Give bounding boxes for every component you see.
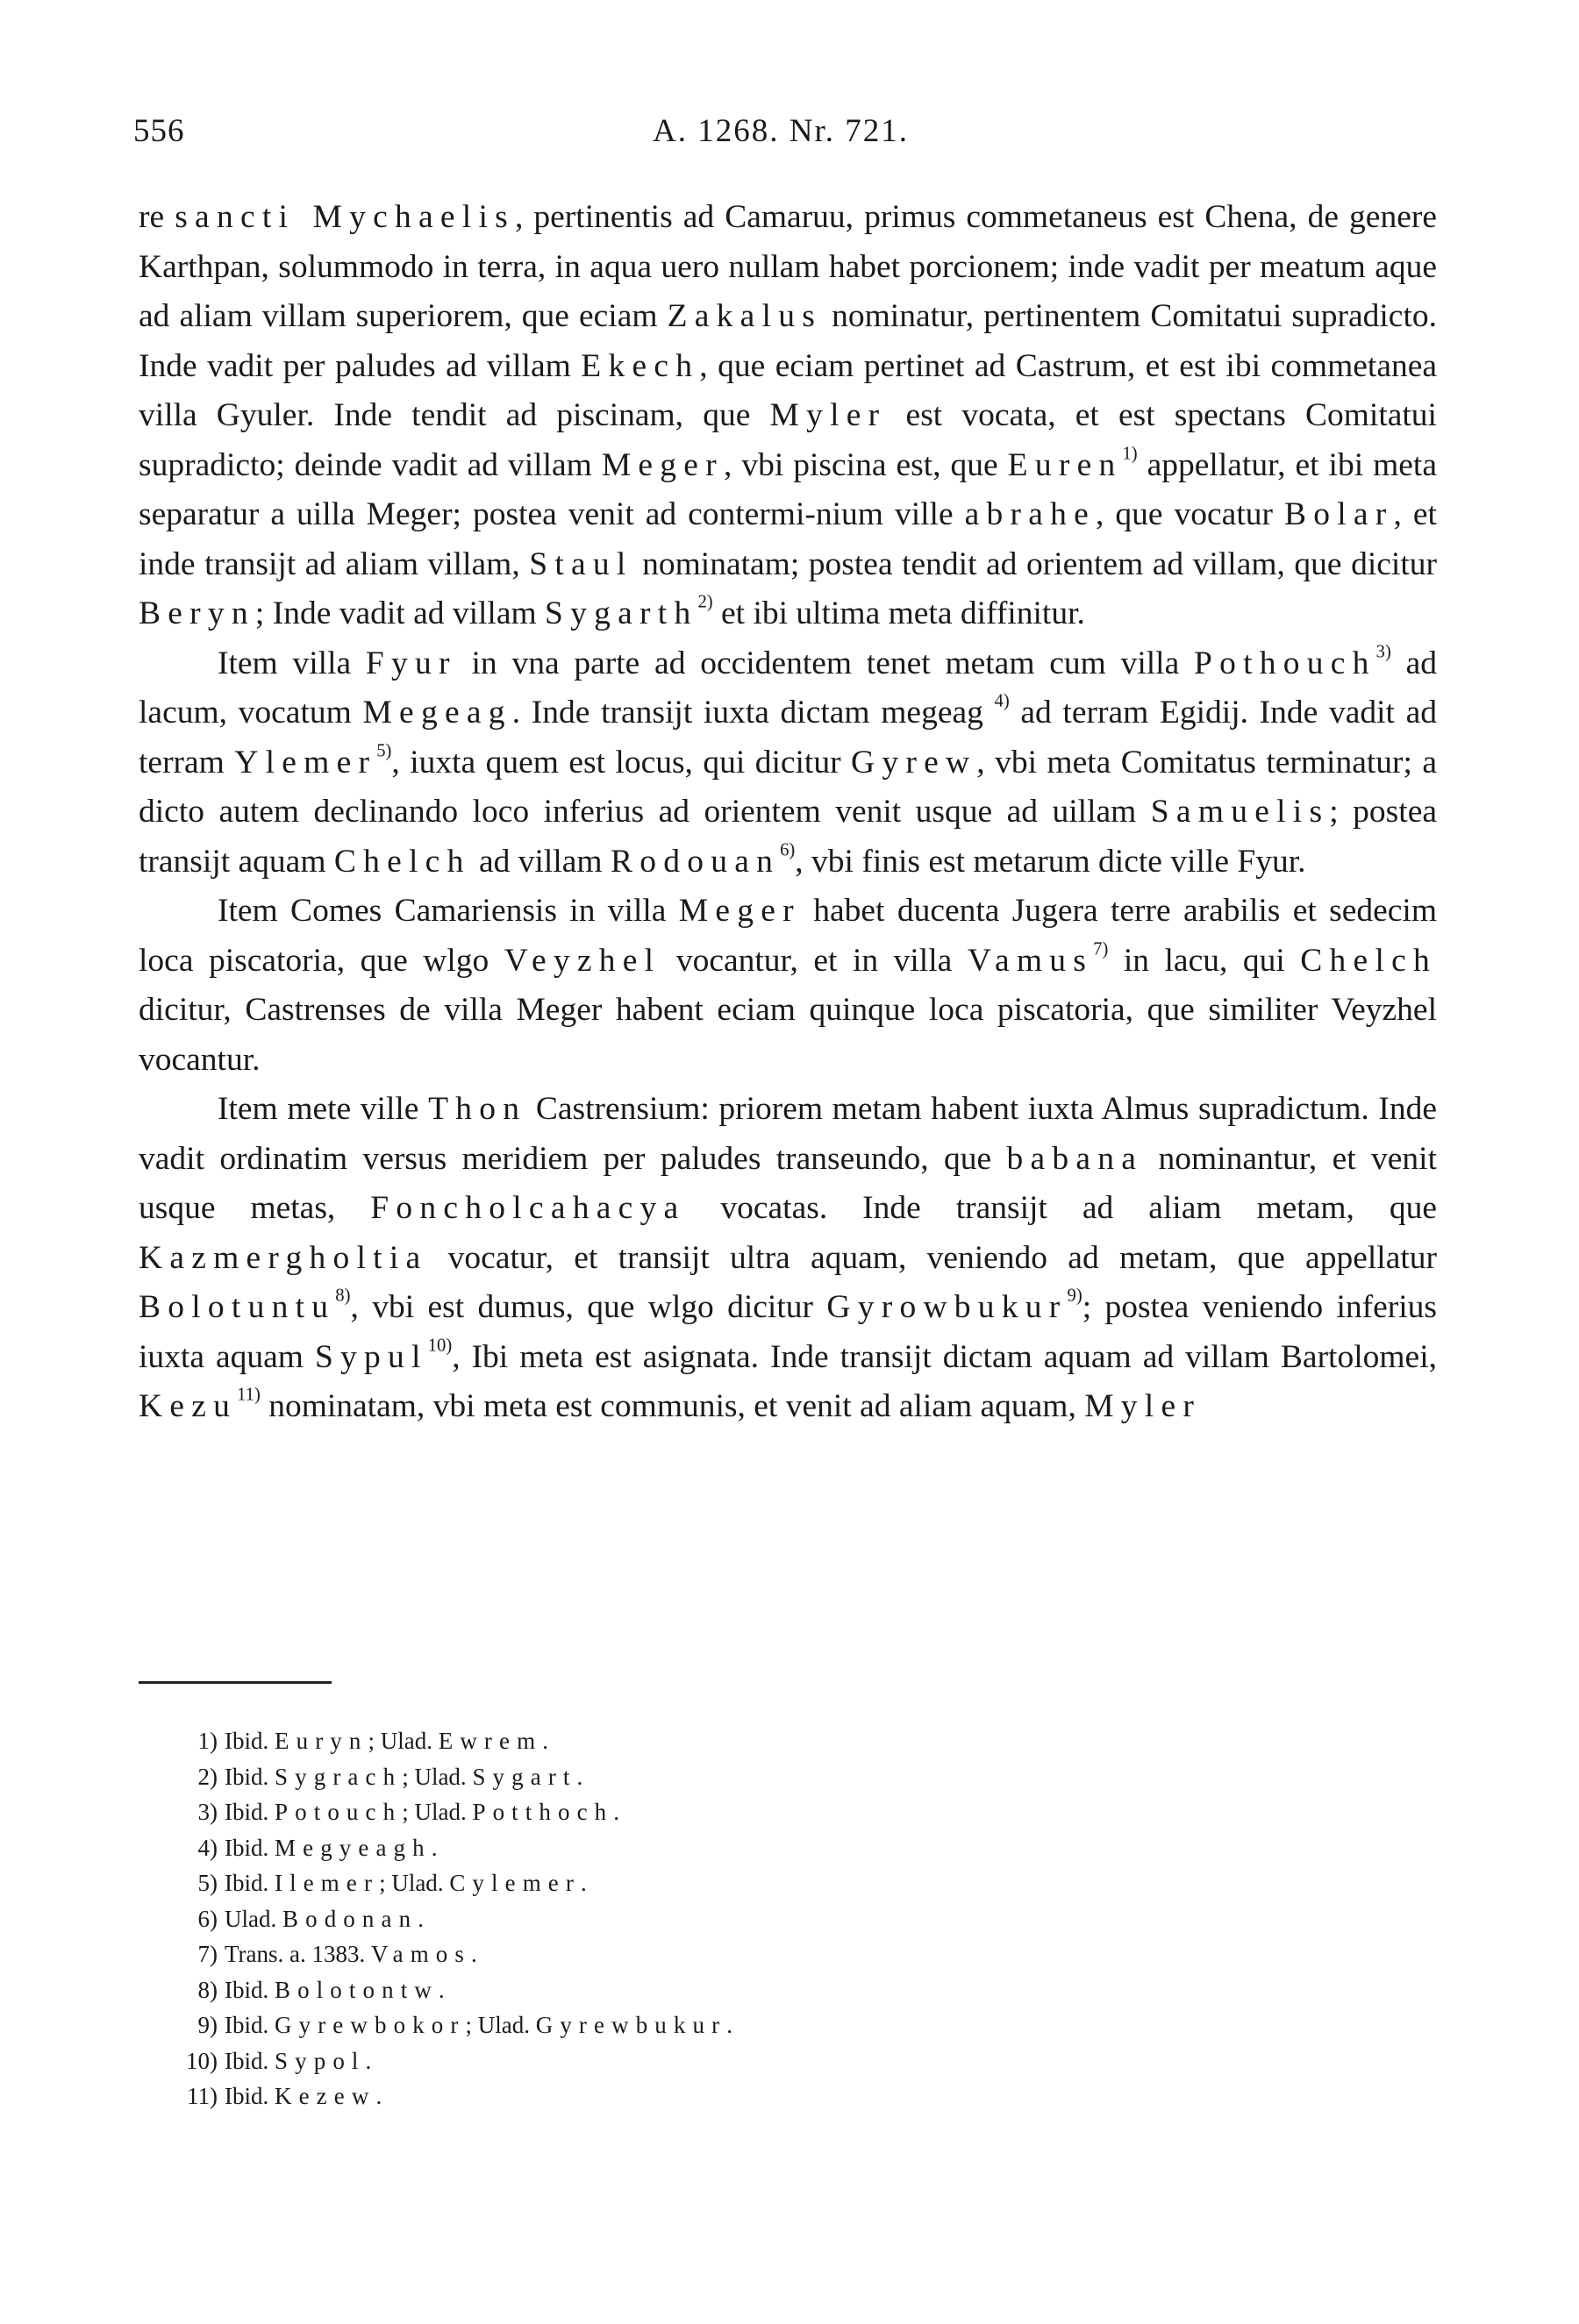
- place-name: Gyrew: [851, 744, 977, 781]
- place-name: Sygarth: [545, 595, 698, 631]
- footnote-number: 11): [187, 2083, 218, 2109]
- place-name: Rodouan: [610, 843, 781, 880]
- place-name: Kazmergholtia: [139, 1239, 428, 1276]
- footnote-ref: 9): [1067, 1286, 1082, 1306]
- footnote-text: Ibid. Gyrewbokor; Ulad. Gyrewbukur.: [225, 2012, 732, 2038]
- footnote: [184, 1830, 1149, 1866]
- place-name: babana: [1006, 1140, 1144, 1177]
- place-name: Chelch: [333, 843, 471, 880]
- footnote-text: Trans. a. 1383. Vamos.: [225, 1941, 477, 1967]
- paragraph: Item villa Fyur in vna parte ad occidentem tenet metam cum villa Pothouch$^{3)}$ ad lacum, vocatum Megeag. Inde transijt iuxta dictam megeag $^{4)}$ ad terram Egidij. Inde vadit ad terram Ylemer$^{5)}$, iuxta quem est locus, qui dicitur Gyrew, vbi meta Comitatus terminatur; a dicto autem declinando loco inferius ad orientem venit usque ad uillam Samuelis; postea transijt aquam Chelch ad villam Rodouan$^{6)}$, vbi finis est metarum dicte ville Fyur.: [139, 641, 1438, 880]
- footnote: [184, 2007, 1149, 2043]
- place-name: Cylemer: [449, 1870, 581, 1896]
- footnote-text: Ibid. Ilemer; Ulad. Cylemer.: [225, 1870, 587, 1896]
- place-name: Sygrach: [275, 1763, 403, 1790]
- place-name: Potthoch: [472, 1799, 614, 1825]
- footnote-text: Ibid. Megyeagh.: [225, 1834, 438, 1861]
- charter-text: [139, 193, 1437, 1432]
- place-name: Foncholcahacya: [370, 1190, 686, 1226]
- place-name: Veyzhel: [504, 942, 661, 979]
- place-name: Vamus: [967, 942, 1094, 979]
- page-header: [133, 112, 1440, 156]
- place-name: Chelch: [1300, 942, 1438, 979]
- footnote-text: Ibid. Euryn; Ulad. Ewrem.: [225, 1728, 548, 1754]
- footnote-number: 2): [197, 1763, 218, 1790]
- place-name: Euryn: [275, 1728, 368, 1754]
- place-name: Bolotuntu: [139, 1289, 336, 1325]
- place-name: Staul: [529, 545, 633, 582]
- place-name: Sypol: [275, 2047, 366, 2074]
- footnote-ref: 11): [237, 1385, 261, 1405]
- paragraph: re sancti Mychaelis, pertinentis ad Camaruu, primus commetaneus est Chena, de genere Karthpan, solummodo in terra, in aqua uero nullam habet porcionem; inde vadit per meatum aque ad aliam villam superiorem, que eciam Zakalus nominatur, pertinentem Comitatui supradicto. Inde vadit per paludes ad villam Ekech, que eciam pertinet ad Castrum, et est ibi commetanea villa Gyuler. Inde tendit ad piscinam, que Myler est vocata, et est spectans Comitatui supradicto; deinde vadit ad villam Meger, vbi piscina est, que Euren$^{1)}$ appellatur, et ibi meta separatur a uilla Meger; postea venit ad contermi-nium ville abrahe, que vocatur Bolar, et inde transijt ad aliam villam, Staul nominatam; postea tendit ad orientem ad villam, que dicitur Beryn; Inde vadit ad villam Sygarth$^{2)}$ et ibi ultima meta diffinitur.: [139, 199, 1437, 631]
- place-name: Vamos: [371, 1941, 472, 1967]
- footnote-number: 5): [197, 1870, 218, 1896]
- footnote-text: Ibid. Sypol.: [225, 2047, 372, 2074]
- place-name: Megeag: [362, 695, 512, 731]
- place-name: Meger: [601, 446, 724, 483]
- footnote-number: 4): [197, 1834, 218, 1861]
- place-name: Samuelis: [1150, 794, 1330, 830]
- footnote-ref: 3): [1375, 641, 1391, 661]
- place-name: Euren: [1007, 446, 1123, 483]
- footnote: [184, 2043, 1149, 2079]
- place-name: Bolar: [1283, 496, 1394, 532]
- place-name: Zakalus: [667, 298, 823, 334]
- place-name: Kezu: [139, 1388, 238, 1424]
- footnote: [184, 2078, 1149, 2114]
- place-name: Sypul: [314, 1338, 428, 1375]
- place-name: Bodonan: [282, 1905, 418, 1932]
- footnote: [184, 1936, 1149, 1972]
- footnote: [184, 1794, 1149, 1830]
- footnote-number: 7): [197, 1941, 218, 1967]
- place-name: Beryn: [139, 595, 255, 631]
- footnote-ref: 10): [427, 1335, 453, 1355]
- place-name: Ewrem: [438, 1728, 543, 1754]
- footnote: [184, 1972, 1149, 2008]
- footnote-number: 3): [197, 1799, 218, 1825]
- footnote-text: Ibid. Sygrach; Ulad. Sygart.: [225, 1763, 583, 1790]
- footnote-number: 9): [197, 2012, 218, 2038]
- footnote: [184, 1901, 1149, 1937]
- place-name: Kezew: [275, 2083, 376, 2109]
- place-name: Potouch: [275, 1799, 403, 1825]
- place-name: Gyrowbukur: [826, 1289, 1068, 1325]
- place-name: Gyrewbokor: [275, 2012, 466, 2038]
- place-name: Gyrewbukur: [535, 2012, 727, 2038]
- footnote-ref: 1): [1122, 443, 1138, 463]
- place-name: Ekech: [581, 347, 700, 384]
- place-name: Myler: [769, 397, 887, 433]
- footnote-ref: 6): [780, 839, 796, 859]
- footnote-number: 1): [197, 1728, 218, 1754]
- footnote-text: Ulad. Bodonan.: [225, 1905, 424, 1932]
- place-name: Bolotontw: [275, 1976, 439, 2003]
- page-number: 556: [133, 113, 185, 149]
- place-name: Ilemer: [275, 1870, 380, 1896]
- place-name: Pothouch: [1194, 645, 1376, 681]
- footnote: [184, 1723, 1149, 1759]
- footnote-ref: 8): [335, 1286, 351, 1306]
- running-head: A. 1268. Nr. 721.: [653, 113, 909, 149]
- footnote-ref: 2): [697, 592, 713, 612]
- footnote-ref: 4): [994, 691, 1010, 711]
- footnote-ref: 7): [1093, 938, 1109, 959]
- paragraph: Item Comes Camariensis in villa Meger habet ducenta Jugera terre arabilis et sedecim loca piscatoria, que wlgo Veyzhel vocantur, et in villa Vamus$^{7)}$ in lacu, qui Chelch dicitur, Castrenses de villa Meger habent eciam quinque loca piscatoria, que similiter Veyzhel vocantur.: [139, 893, 1438, 1078]
- footnote-number: 6): [197, 1905, 218, 1932]
- footnote-text: Ibid. Kezew.: [225, 2083, 382, 2109]
- footnote-text: Ibid. Bolotontw.: [225, 1976, 445, 2003]
- place-name: Sygart: [472, 1763, 577, 1790]
- place-name: Fyur: [365, 645, 457, 681]
- place-name: abrahe: [964, 496, 1097, 532]
- footnote-text: Ibid. Potouch; Ulad. Potthoch.: [225, 1799, 620, 1825]
- place-name: Myler: [1084, 1388, 1202, 1424]
- place-name: sancti Mychaelis: [175, 199, 515, 235]
- footnote-ref: 5): [376, 740, 392, 760]
- place-name: Ylemer: [234, 744, 377, 781]
- footnote: [184, 1865, 1149, 1901]
- footnotes: [184, 1723, 1149, 2114]
- footnote-number: 8): [197, 1976, 218, 2003]
- footnote-separator: [139, 1681, 332, 1684]
- place-name: Thon: [428, 1091, 527, 1127]
- place-name: Megyeagh: [275, 1834, 432, 1861]
- footnote: [184, 1759, 1149, 1795]
- place-name: Meger: [678, 893, 801, 929]
- footnote-number: 10): [186, 2047, 218, 2074]
- paragraph: Item mete ville Thon Castrensium: priorem metam habent iuxta Almus supradictum. Inde vadit ordinatim versus meridiem per paludes transeundo, que babana nominantur, et venit usque metas, Foncholcahacya vocatas. Inde transijt ad aliam metam, que Kazmergholtia vocatur, et transijt ultra aquam, veniendo ad metam, que appellatur Bolotuntu$^{8)}$, vbi est dumus, que wlgo dicitur Gyrowbukur$^{9)}$; postea veniendo inferius iuxta aquam Sypul$^{10)}$, Ibi meta est asignata. Inde transijt dictam aquam ad villam Bartolomei, Kezu$^{11)}$ nominatam, vbi meta est communis, et venit ad aliam aquam, Myler: [139, 1091, 1438, 1424]
